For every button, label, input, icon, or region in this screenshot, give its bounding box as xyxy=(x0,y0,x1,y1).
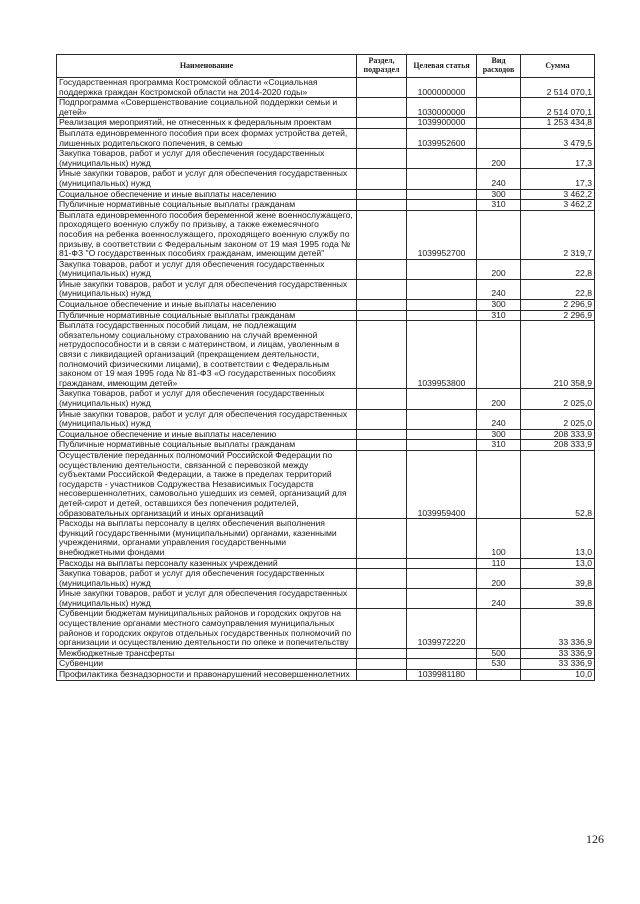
row-sum: 52,8 xyxy=(521,450,595,518)
row-kind: 310 xyxy=(477,310,521,321)
row-kind: 530 xyxy=(477,659,521,670)
row-article xyxy=(407,648,477,659)
row-section xyxy=(357,589,407,609)
row-article xyxy=(407,429,477,440)
row-kind: 300 xyxy=(477,300,521,311)
row-sum: 208 333,9 xyxy=(521,429,595,440)
row-article xyxy=(407,200,477,211)
row-section xyxy=(357,429,407,440)
row-article xyxy=(407,389,477,409)
row-kind: 310 xyxy=(477,440,521,451)
row-sum: 13,0 xyxy=(521,558,595,569)
header-section: Раздел, подраздел xyxy=(357,55,407,78)
row-name: Межбюджетные трансферты xyxy=(57,648,357,659)
row-section xyxy=(357,519,407,558)
row-article xyxy=(407,310,477,321)
row-name: Профилактика безнадзорности и правонарушений несовершеннолетних xyxy=(57,670,357,681)
row-name: Осуществление переданных полномочий Российской Федерации по осуществлению деятельности, связанной с перевозкой между субъектами Российской Федерации, а также в пределах территорий государств - участников Содружества Независимых Государств несовершеннолетних, самовольно ушедших из семей, организаций для детей-сирот и детей, оставшихся без попечения родителей, образовательных организаций и иных организаций xyxy=(57,450,357,518)
row-sum: 22,8 xyxy=(521,279,595,299)
row-name: Расходы на выплаты персоналу в целях обеспечения выполнения функций государственными (муниципальными) органами, казенными учреждениями, органами управления государственными внебюджетными фондами xyxy=(57,519,357,558)
table-row xyxy=(57,450,595,518)
row-name: Субвенции бюджетам муниципальных районов и городских округов на осуществление органами местного самоуправления муниципальных районов и городских округов отдельных государственных полномочий по организации и осуществлению деятельности по опеке и попечительству xyxy=(57,609,357,648)
row-article: 1039959400 xyxy=(407,450,477,518)
row-sum: 10,0 xyxy=(521,670,595,681)
header-article: Целевая статья xyxy=(407,55,477,78)
row-section xyxy=(357,558,407,569)
row-sum: 33 336,9 xyxy=(521,648,595,659)
row-name: Социальное обеспечение и иные выплаты населению xyxy=(57,429,357,440)
table-row xyxy=(57,118,595,129)
row-sum: 2 025,0 xyxy=(521,409,595,429)
row-sum: 13,0 xyxy=(521,519,595,558)
row-kind: 100 xyxy=(477,519,521,558)
row-kind xyxy=(477,450,521,518)
row-name: Субвенции xyxy=(57,659,357,670)
row-name: Публичные нормативные социальные выплаты гражданам xyxy=(57,310,357,321)
row-sum: 208 333,9 xyxy=(521,440,595,451)
row-kind: 300 xyxy=(477,189,521,200)
row-article xyxy=(407,189,477,200)
row-section xyxy=(357,321,407,389)
table-row xyxy=(57,169,595,189)
row-kind: 500 xyxy=(477,648,521,659)
row-section xyxy=(357,648,407,659)
row-section xyxy=(357,450,407,518)
row-sum: 17,3 xyxy=(521,169,595,189)
table-row xyxy=(57,558,595,569)
table-row xyxy=(57,98,595,118)
header-sum: Сумма xyxy=(521,55,595,78)
row-article xyxy=(407,259,477,279)
row-article: 1039952600 xyxy=(407,128,477,148)
table-row xyxy=(57,189,595,200)
row-name: Подпрограмма «Совершенствование социальной поддержки семьи и детей» xyxy=(57,98,357,118)
row-name: Иные закупки товаров, работ и услуг для обеспечения государственных (муниципальных) нужд xyxy=(57,589,357,609)
row-kind: 240 xyxy=(477,279,521,299)
row-name: Публичные нормативные социальные выплаты гражданам xyxy=(57,200,357,211)
table-row xyxy=(57,389,595,409)
row-section xyxy=(357,670,407,681)
row-section xyxy=(357,189,407,200)
row-name: Социальное обеспечение и иные выплаты населению xyxy=(57,300,357,311)
row-name: Публичные нормативные социальные выплаты гражданам xyxy=(57,440,357,451)
row-article xyxy=(407,279,477,299)
row-kind xyxy=(477,78,521,98)
row-kind: 200 xyxy=(477,149,521,169)
row-sum: 3 462,2 xyxy=(521,189,595,200)
table-row xyxy=(57,128,595,148)
budget-table xyxy=(56,54,595,681)
row-section xyxy=(357,118,407,129)
row-kind: 240 xyxy=(477,589,521,609)
row-section xyxy=(357,569,407,589)
table-row xyxy=(57,648,595,659)
row-sum: 39,8 xyxy=(521,589,595,609)
row-article xyxy=(407,440,477,451)
page-number: 126 xyxy=(586,832,604,846)
row-name: Выплата единовременного пособия беременной жене военнослужащего, проходящего военную службу по призыву, а также ежемесячного пособия на ребенка военнослужащего, проходящего военную службу по призыву, в соответствии с Федеральным законом от 19 мая 1995 года № 81-ФЗ "О государственных пособиях гражданам, имеющим детей" xyxy=(57,210,357,259)
table-row xyxy=(57,659,595,670)
row-article: 1030000000 xyxy=(407,98,477,118)
row-section xyxy=(357,409,407,429)
row-name: Государственная программа Костромской области «Социальная поддержка граждан Костромской области на 2014-2020 годы» xyxy=(57,78,357,98)
row-kind: 300 xyxy=(477,429,521,440)
row-kind xyxy=(477,670,521,681)
row-article xyxy=(407,589,477,609)
row-sum: 39,8 xyxy=(521,569,595,589)
row-section xyxy=(357,169,407,189)
table-row xyxy=(57,78,595,98)
row-kind: 200 xyxy=(477,259,521,279)
header-kind: Вид расходов xyxy=(477,55,521,78)
row-name: Закупка товаров, работ и услуг для обеспечения государственных (муниципальных) нужд xyxy=(57,259,357,279)
row-section xyxy=(357,128,407,148)
row-kind: 240 xyxy=(477,169,521,189)
row-section xyxy=(357,279,407,299)
budget-table-container xyxy=(56,54,594,681)
row-article: 1000000000 xyxy=(407,78,477,98)
table-row xyxy=(57,300,595,311)
row-article: 1039952700 xyxy=(407,210,477,259)
row-kind: 200 xyxy=(477,569,521,589)
row-sum: 17,3 xyxy=(521,149,595,169)
table-row xyxy=(57,210,595,259)
table-header-row xyxy=(57,55,595,78)
row-kind: 200 xyxy=(477,389,521,409)
row-section xyxy=(357,310,407,321)
row-article xyxy=(407,659,477,670)
row-section xyxy=(357,659,407,670)
row-article xyxy=(407,558,477,569)
row-sum: 22,8 xyxy=(521,259,595,279)
row-sum: 2 514 070,1 xyxy=(521,78,595,98)
row-article: 1039953800 xyxy=(407,321,477,389)
table-row xyxy=(57,589,595,609)
row-sum: 33 336,9 xyxy=(521,609,595,648)
row-kind xyxy=(477,210,521,259)
row-name: Выплата единовременного пособия при всех формах устройства детей, лишенных родительского попечения, в семью xyxy=(57,128,357,148)
row-name: Иные закупки товаров, работ и услуг для обеспечения государственных (муниципальных) нужд xyxy=(57,169,357,189)
row-article: 1039900000 xyxy=(407,118,477,129)
table-body xyxy=(57,78,595,681)
row-kind: 110 xyxy=(477,558,521,569)
row-sum: 2 296,9 xyxy=(521,300,595,311)
table-row xyxy=(57,609,595,648)
row-name: Закупка товаров, работ и услуг для обеспечения государственных (муниципальных) нужд xyxy=(57,389,357,409)
table-row xyxy=(57,149,595,169)
row-sum: 2 025,0 xyxy=(521,389,595,409)
table-row xyxy=(57,310,595,321)
row-section xyxy=(357,440,407,451)
row-section xyxy=(357,149,407,169)
header-name: Наименование xyxy=(57,55,357,78)
row-kind: 240 xyxy=(477,409,521,429)
row-kind: 310 xyxy=(477,200,521,211)
row-name: Закупка товаров, работ и услуг для обеспечения государственных (муниципальных) нужд xyxy=(57,149,357,169)
row-name: Социальное обеспечение и иные выплаты населению xyxy=(57,189,357,200)
row-article: 1039972220 xyxy=(407,609,477,648)
row-name: Иные закупки товаров, работ и услуг для обеспечения государственных (муниципальных) нужд xyxy=(57,409,357,429)
table-row xyxy=(57,279,595,299)
table-row xyxy=(57,670,595,681)
table-row xyxy=(57,429,595,440)
row-name: Расходы на выплаты персоналу казенных учреждений xyxy=(57,558,357,569)
table-row xyxy=(57,409,595,429)
row-sum: 3 479,5 xyxy=(521,128,595,148)
row-article xyxy=(407,169,477,189)
row-article xyxy=(407,569,477,589)
row-name: Иные закупки товаров, работ и услуг для обеспечения государственных (муниципальных) нужд xyxy=(57,279,357,299)
table-row xyxy=(57,519,595,558)
table-row xyxy=(57,200,595,211)
row-sum: 2 514 070,1 xyxy=(521,98,595,118)
row-sum: 210 358,9 xyxy=(521,321,595,389)
row-kind xyxy=(477,118,521,129)
row-sum: 33 336,9 xyxy=(521,659,595,670)
row-sum: 2 319,7 xyxy=(521,210,595,259)
row-section xyxy=(357,389,407,409)
row-kind xyxy=(477,321,521,389)
row-sum: 1 253 434,8 xyxy=(521,118,595,129)
table-row xyxy=(57,259,595,279)
row-article xyxy=(407,300,477,311)
row-section xyxy=(357,210,407,259)
table-row xyxy=(57,440,595,451)
row-name: Выплата государственных пособий лицам, не подлежащим обязательному социальному страхованию на случай временной нетрудоспособности и в связи с материнством, и лицам, уволенным в связи с ликвидацией организаций (прекращением деятельности, полномочий физическими лицами), в соответствии с Федеральным законом от 19 мая 1995 года № 81-ФЗ «О государственных пособиях гражданам, имеющим детей» xyxy=(57,321,357,389)
row-section xyxy=(357,78,407,98)
row-section xyxy=(357,609,407,648)
row-article xyxy=(407,519,477,558)
row-section xyxy=(357,98,407,118)
table-row xyxy=(57,321,595,389)
row-sum: 2 296,9 xyxy=(521,310,595,321)
row-kind xyxy=(477,609,521,648)
row-article xyxy=(407,149,477,169)
row-section xyxy=(357,200,407,211)
row-kind xyxy=(477,128,521,148)
row-kind xyxy=(477,98,521,118)
row-section xyxy=(357,259,407,279)
row-article: 1039981180 xyxy=(407,670,477,681)
table-row xyxy=(57,569,595,589)
row-article xyxy=(407,409,477,429)
row-section xyxy=(357,300,407,311)
row-sum: 3 462,2 xyxy=(521,200,595,211)
row-name: Реализация мероприятий, не отнесенных к федеральным проектам xyxy=(57,118,357,129)
row-name: Закупка товаров, работ и услуг для обеспечения государственных (муниципальных) нужд xyxy=(57,569,357,589)
